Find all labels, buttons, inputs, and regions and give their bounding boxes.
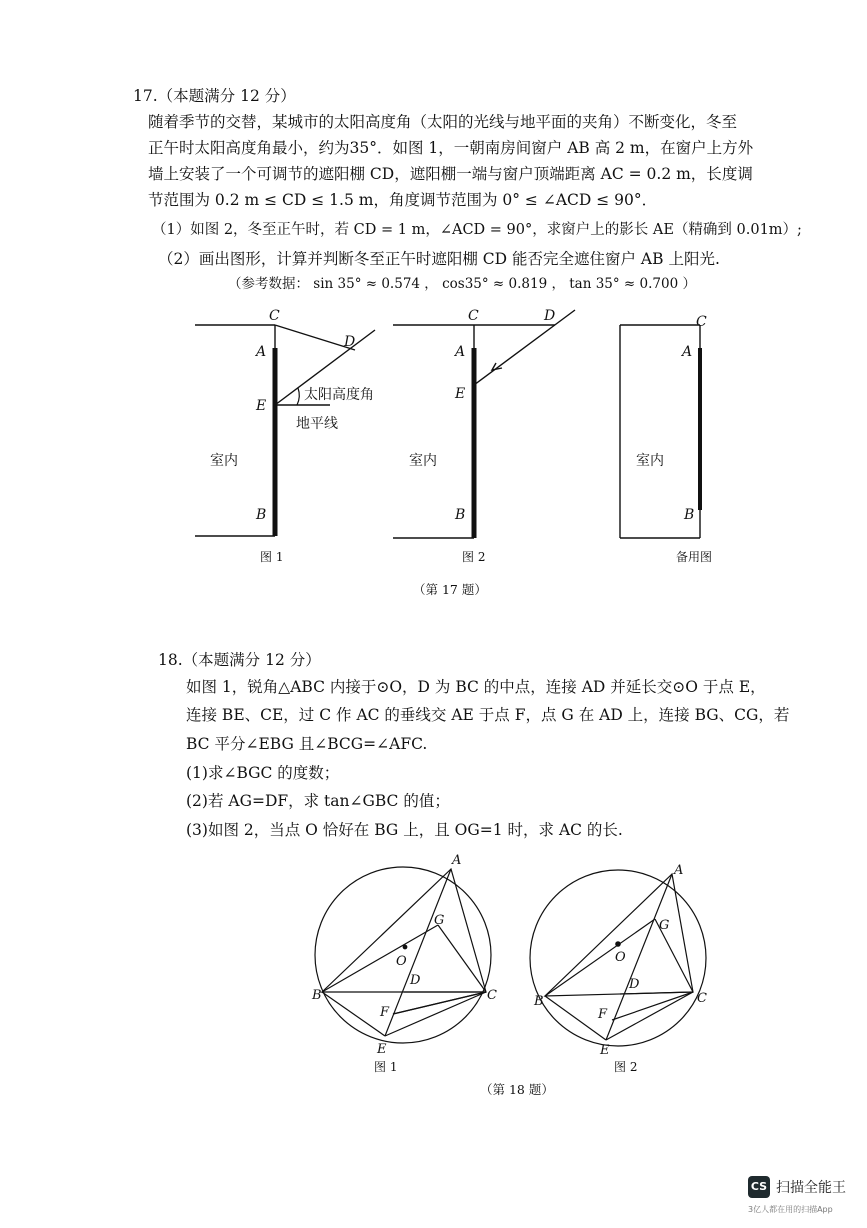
fig3-caption: 备用图 [676,550,713,564]
fig1-label-D: D [344,334,356,350]
q17-figure-1 [195,308,375,564]
fig3-indoor-label: 室内 [636,453,664,469]
q18-caption: （第 18 题） [480,1082,554,1097]
scanner-watermark [748,1176,858,1220]
q18-fig1-label-O: O [396,954,407,969]
fig3-label-B: B [684,507,695,523]
q17-line-2: 正午时太阳高度角最小，约为35°．如图 1，一朝南房间窗户 AB 高 2 m，在窗户上方外 [148,139,754,157]
q18-fig2-label-G: G [659,918,670,933]
q17-caption: （第 17 题） [413,582,487,597]
q18-line-2: 连接 BE、CE，过 C 作 AC 的垂线交 AE 于点 F，点 G 在 AD 上，连接 BG、CG，若 [186,706,790,724]
q18-fig1-label-D: D [410,973,421,988]
q17-part-2: （2）画出图形，计算并判断冬至正午时遮阳棚 CD 能否完全遮住窗户 AB 上阳光. [158,250,720,268]
q17-figures [180,300,740,564]
q17-figure-spare [620,314,712,564]
q18-line-4: (1)求∠BGC 的度数； [186,764,340,782]
q17-line-1: 随着季节的交替，某城市的太阳高度角（太阳的光线与地平面的夹角）不断变化，冬至 [148,113,738,131]
fig3-label-C: C [696,314,707,330]
scanner-app-name: 扫描全能王 [776,1180,846,1196]
q17-reference-data: （参考数据： sin 35° ≈ 0.574 ， cos35° ≈ 0.819 ， tan 35° ≈ 0.700 ） [228,276,696,292]
fig2-label-E: E [455,386,466,402]
fig2-label-C: C [468,308,479,324]
q18-fig2-caption: 图 2 [614,1060,638,1074]
scanner-logo-icon: CS [748,1176,770,1198]
q18-figures [300,850,720,1080]
q18-fig2-label-C: C [697,991,707,1006]
q17-line-4: 节范围为 0.2 m ≤ CD ≤ 1.5 m，角度调节范围为 0° ≤ ∠ACD ≤ 90°． [148,191,658,209]
fig1-horizon-label: 地平线 [296,416,338,432]
q18-line-5: (2)若 AG=DF，求 tan∠GBC 的值； [186,792,450,810]
fig3-label-A: A [682,344,693,360]
q18-fig2-label-E: E [600,1043,610,1058]
q18-fig1-label-C: C [487,988,497,1003]
q18-line-3: BC 平分∠EBG 且∠BCG=∠AFC. [186,735,428,753]
fig1-label-B: B [256,507,267,523]
q18-fig2-label-O: O [615,950,626,965]
q18-fig1-caption: 图 1 [374,1060,398,1074]
q17-figure-2 [393,308,575,564]
q18-fig1-label-F: F [380,1005,390,1020]
q18-line-6: (3)如图 2，当点 O 恰好在 BG 上，且 OG=1 时，求 AC 的长. [186,821,623,839]
fig2-label-B: B [455,507,466,523]
q18-line-1: 如图 1，锐角△ABC 内接于⊙O，D 为 BC 的中点，连接 AD 并延长交⊙O 于点 E， [186,678,766,696]
fig1-label-A: A [256,344,267,360]
q18-fig2-label-D: D [629,977,640,992]
fig2-label-D: D [544,308,556,324]
fig2-indoor-label: 室内 [409,453,437,469]
fig1-caption: 图 1 [260,550,284,564]
fig1-indoor-label: 室内 [210,453,238,469]
q18-fig1-label-G: G [434,913,445,928]
q17-part-1: （1）如图 2，冬至正午时，若 CD = 1 m，∠ACD = 90°，求窗户上的影长 AE（精确到 0.01m）; [152,222,802,238]
fig2-label-A: A [455,344,466,360]
fig1-sun-angle-label: 太阳高度角 [304,387,374,403]
fig1-label-E: E [256,398,267,414]
q18-fig1-label-A: A [452,853,462,868]
q17-header: 17.（本题满分 12 分） [133,87,296,105]
q18-header: 18.（本题满分 12 分） [158,651,321,669]
fig1-label-C: C [269,308,280,324]
q17-line-3: 墙上安装了一个可调节的遮阳棚 CD，遮阳棚一端与窗户顶端距离 AC = 0.2 m，长度调 [148,165,753,183]
fig2-caption: 图 2 [462,550,486,564]
q18-fig2-label-F: F [598,1007,608,1022]
q18-fig2-label-A: A [674,863,684,878]
q18-fig1-label-B: B [312,988,322,1003]
q18-fig1-label-E: E [377,1042,387,1057]
scanner-tagline: 3亿人都在用的扫描App [748,1205,833,1214]
q18-fig2-label-B: B [534,994,544,1009]
